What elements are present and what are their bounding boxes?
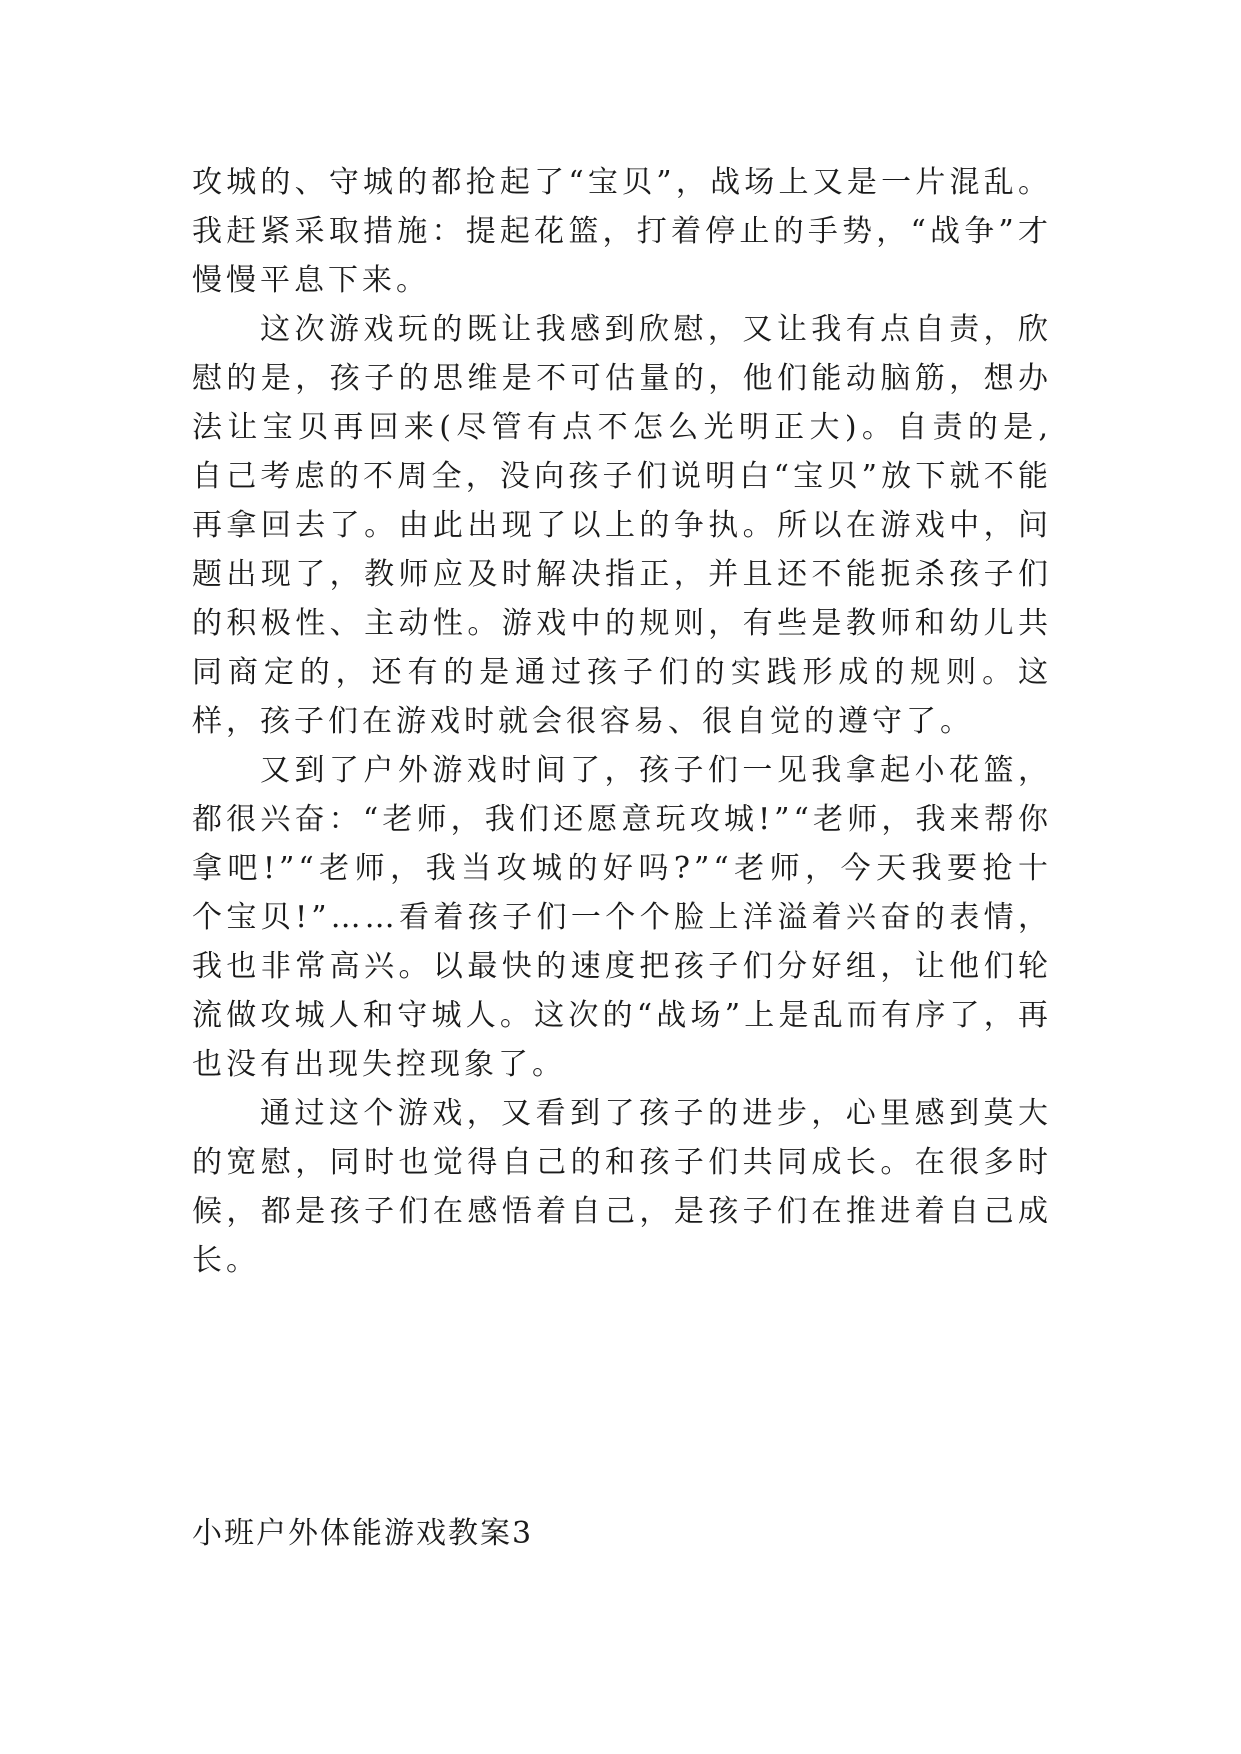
section-title: 小班户外体能游戏教案3 (192, 1516, 534, 1551)
document-body (192, 158, 1052, 1285)
paragraph-reflection: 这次游戏玩的既让我感到欣慰，又让我有点自责，欣慰的是，孩子的思维是不可估量的，他们能动脑筋，想办法让宝贝再回来(尽管有点不怎么光明正大)。自责的是,自己考虑的不周全，没向孩子们说明白“宝贝”放下就不能再拿回去了。由此出现了以上的争执。所以在游戏中，问题出现了，教师应及时解决指正，并且还不能扼杀孩子们的积极性、主动性。游戏中的规则，有些是教师和幼儿共同商定的，还有的是通过孩子们的实践形成的规则。这样，孩子们在游戏时就会很容易、很自觉的遵守了。 (192, 312, 1052, 739)
paragraph-conclusion: 通过这个游戏，又看到了孩子的进步，心里感到莫大的宽慰，同时也觉得自己的和孩子们共同成长。在很多时候，都是孩子们在感悟着自己，是孩子们在推进着自己成长。 (192, 1096, 1052, 1278)
paragraph-continuation: 攻城的、守城的都抢起了“宝贝”，战场上又是一片混乱。我赶紧采取措施：提起花篮，打着停止的手势，“战争”才慢慢平息下来。 (192, 165, 1052, 298)
paragraph-next-game: 又到了户外游戏时间了，孩子们一见我拿起小花篮，都很兴奋：“老师，我们还愿意玩攻城!”“老师，我来帮你拿吧!”“老师，我当攻城的好吗?”“老师，今天我要抢十个宝贝!”……看着孩子们一个个脸上洋溢着兴奋的表情，我也非常高兴。以最快的速度把孩子们分好组，让他们轮流做攻城人和守城人。这次的“战场”上是乱而有序了，再也没有出现失控现象了。 (192, 753, 1052, 1082)
